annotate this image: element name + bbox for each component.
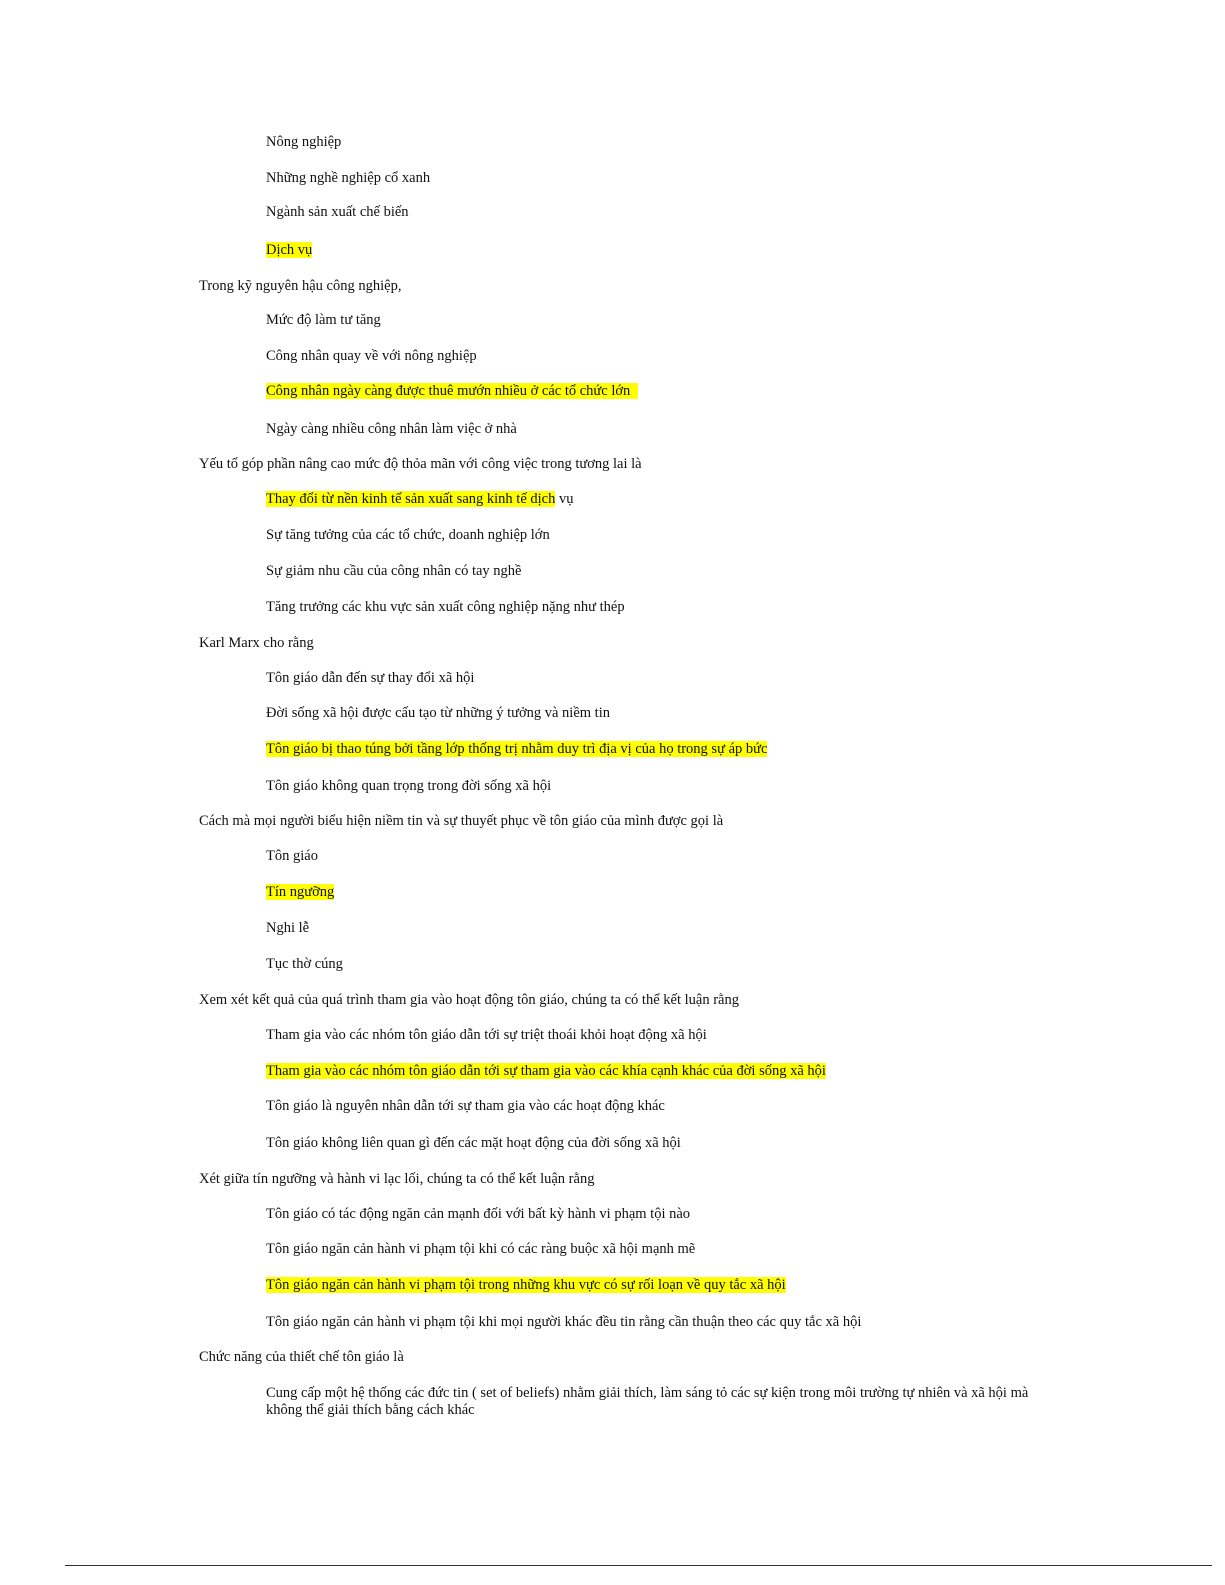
answer-option: Tôn giáo dẫn đến sự thay đổi xã hội (266, 670, 475, 686)
answer-option: Sự giảm nhu cầu của công nhân có tay nghề (266, 563, 522, 579)
answer-option-highlighted: Thay đổi từ nền kinh tế sản xuất sang kinh tế dịch vụ (266, 491, 574, 507)
question-text: Chức năng của thiết chế tôn giáo là (199, 1349, 404, 1365)
answer-option: Tôn giáo có tác động ngăn cản mạnh đối với bất kỳ hành vi phạm tội nào (266, 1206, 691, 1222)
answer-option: Tục thờ cúng (266, 956, 343, 972)
answer-option-highlighted: Công nhân ngày càng được thuê mướn nhiều ở các tổ chức lớn (266, 383, 638, 400)
answer-option: Sự tăng tưởng của các tổ chức, doanh nghiệp lớn (266, 527, 550, 543)
answer-option: Ngày càng nhiều công nhân làm việc ở nhà (266, 421, 517, 437)
page-bottom-rule (65, 1565, 1212, 1566)
question-text: Trong kỹ nguyên hậu công nghiệp, (199, 278, 402, 294)
answer-option-highlighted: Tham gia vào các nhóm tôn giáo dẫn tới sự tham gia vào các khía cạnh khác của đời sống xã hội (266, 1063, 826, 1079)
answer-option: Nghi lễ (266, 920, 310, 936)
answer-option-highlighted: Tôn giáo ngăn cản hành vi phạm tội trong những khu vực có sự rối loạn về quy tắc xã hội (266, 1277, 786, 1293)
question-text: Yếu tố góp phần nâng cao mức độ thỏa mãn với công việc trong tương lai là (199, 456, 642, 472)
answer-option: Tôn giáo không liên quan gì đến các mặt hoạt động của đời sống xã hội (266, 1135, 681, 1151)
answer-option: Mức độ làm tư tăng (266, 312, 381, 328)
answer-option-highlighted: Tín ngưỡng (266, 884, 335, 900)
answer-option: Tôn giáo là nguyên nhân dẫn tới sự tham gia vào các hoạt động khác (266, 1098, 665, 1114)
answer-option: Tôn giáo ngăn cản hành vi phạm tội khi có các ràng buộc xã hội mạnh mẽ (266, 1241, 696, 1257)
answer-option: Công nhân quay về với nông nghiệp (266, 348, 477, 364)
question-text: Cách mà mọi người biểu hiện niềm tin và sự thuyết phục về tôn giáo của mình được gọi là (199, 813, 724, 829)
answer-option: Tôn giáo (266, 848, 318, 864)
answer-option: Tôn giáo không quan trọng trong đời sống xã hội (266, 778, 552, 794)
answer-option: Cung cấp một hệ thống các đức tin ( set of beliefs) nhằm giải thích, làm sáng tỏ các sự kiện trong môi trường tự nhiên và xã hội mà không thể giải thích bằng cách khác (266, 1385, 1029, 1418)
question-text: Xem xét kết quả của quá trình tham gia vào hoạt động tôn giáo, chúng ta có thể kết luận rằng (199, 992, 739, 1008)
question-text: Xét giữa tín ngưỡng và hành vi lạc lối, chúng ta có thể kết luận rằng (199, 1171, 595, 1187)
answer-option: Tham gia vào các nhóm tôn giáo dẫn tới sự triệt thoái khỏi hoạt động xã hội (266, 1027, 707, 1043)
answer-option-highlighted: Tôn giáo bị thao túng bởi tầng lớp thống trị nhằm duy trì địa vị của họ trong sự áp bức (266, 741, 768, 757)
answer-option: Tăng trưởng các khu vực sản xuất công nghiệp nặng như thép (266, 599, 625, 615)
answer-option: Tôn giáo ngăn cản hành vi phạm tội khi mọi người khác đều tin rằng cần thuận theo các quy tắc xã hội (266, 1314, 862, 1330)
answer-option: Ngành sản xuất chế biến (266, 204, 409, 220)
answer-option: Nông nghiệp (266, 134, 342, 150)
question-text: Karl Marx cho rằng (199, 635, 314, 651)
answer-option: Đời sống xã hội được cấu tạo từ những ý tưởng và niềm tin (266, 705, 610, 721)
answer-option-highlighted: Dịch vụ (266, 242, 313, 258)
answer-option: Những nghề nghiệp cổ xanh (266, 170, 431, 186)
